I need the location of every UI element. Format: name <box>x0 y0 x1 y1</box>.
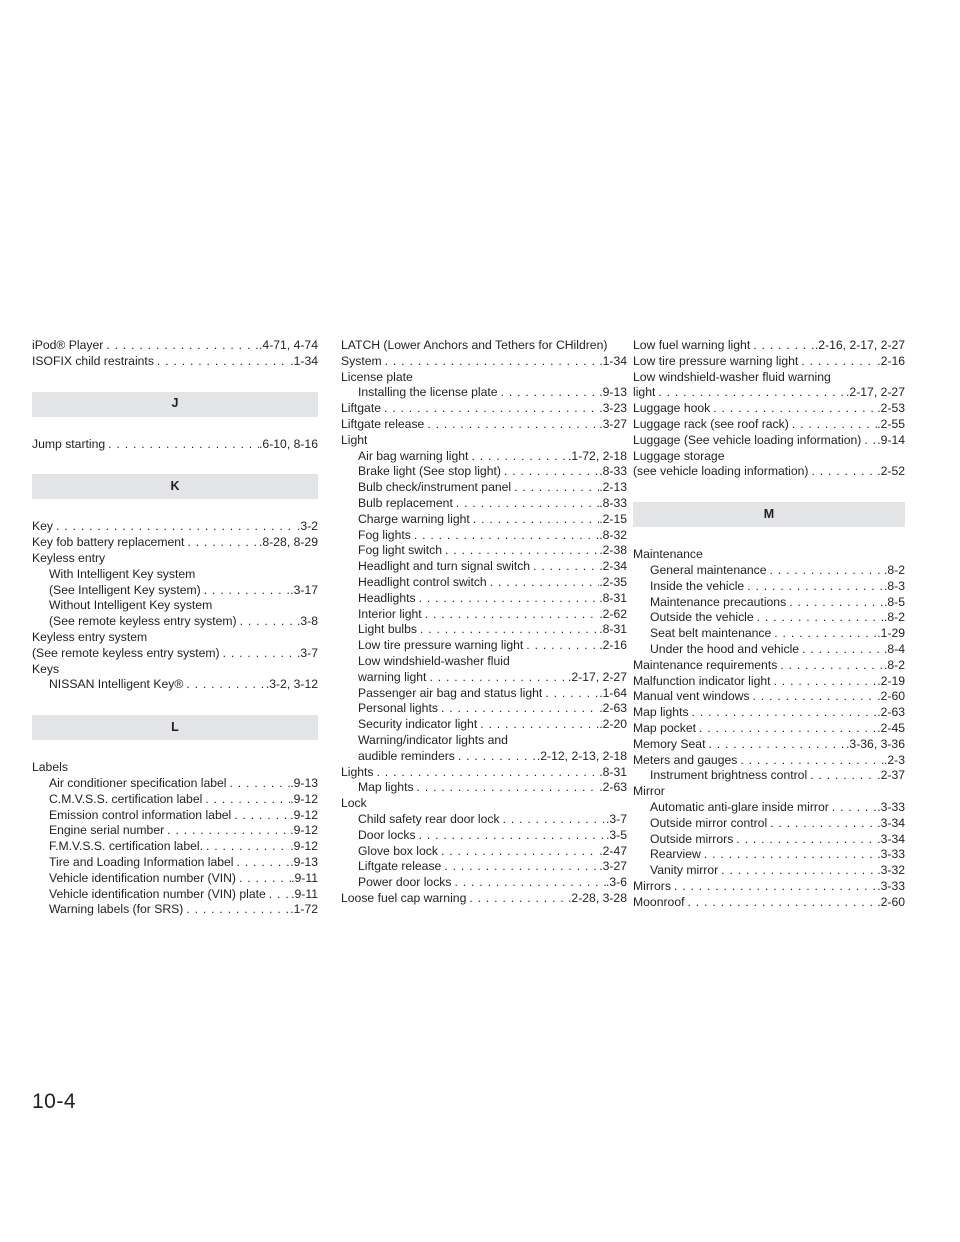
index-subheading: Warning/indicator lights and <box>358 732 508 747</box>
index-heading: Luggage storage <box>633 448 725 463</box>
index-entry: Luggage (See vehicle loading information) . . . .9-14 <box>633 433 905 449</box>
index-entry: Automatic anti-glare inside mirror . . . .3-33 <box>633 800 905 816</box>
index-entry: Charge warning light . . . .2-15 <box>341 512 627 528</box>
index-heading: LATCH (Lower Anchors and Tethers for CHildren) <box>341 338 608 352</box>
index-heading: Keyless entry <box>32 550 106 565</box>
index-subheading: Low windshield-washer fluid <box>358 653 510 668</box>
index-entry: Map pocket . . . .2-45 <box>633 721 905 737</box>
index-entry: Jump starting . . . .6-10, 8-16 <box>32 437 318 453</box>
index-heading: Light <box>341 432 368 447</box>
index-entry: Key fob battery replacement . . . .8-28, 8-29 <box>32 535 318 551</box>
index-heading: Keyless entry system <box>32 629 148 644</box>
index-entry: Mirrors . . . .3-33 <box>633 879 905 895</box>
index-entry: Rearview . . . .3-33 <box>633 847 905 863</box>
index-entry: C.M.V.S.S. certification label . . . .9-12 <box>32 792 318 808</box>
index-entry: Emission control information label . . . .9-12 <box>32 808 318 824</box>
index-entry: Headlight control switch . . . .2-35 <box>341 575 627 591</box>
index-entry: Outside the vehicle . . . .8-2 <box>633 610 905 626</box>
index-entry: Moonroof . . . .2-60 <box>633 895 905 911</box>
index-entry: Security indicator light . . . .2-20 <box>341 717 627 733</box>
index-entry: Map lights . . . .2-63 <box>341 780 627 796</box>
index-entry: Air bag warning light . . . .1-72, 2-18 <box>341 449 627 465</box>
index-entry: Malfunction indicator light . . . .2-19 <box>633 674 905 690</box>
index-entry: Headlight and turn signal switch . . . .2-34 <box>341 559 627 575</box>
index-entry: NISSAN Intelligent Key® . . . .3-2, 3-12 <box>32 677 318 693</box>
index-entry: audible reminders . . . .2-12, 2-13, 2-18 <box>341 749 627 765</box>
index-entry: Light bulbs . . . .8-31 <box>341 622 627 638</box>
index-entry: Key . . . .3-2 <box>32 519 318 535</box>
index-entry: Liftgate . . . .3-23 <box>341 401 627 417</box>
section-header-j: J <box>32 392 318 417</box>
index-entry: Map lights . . . .2-63 <box>633 705 905 721</box>
index-entry: Lights . . . .8-31 <box>341 765 627 781</box>
index-entry: Door locks . . . .3-5 <box>341 828 627 844</box>
index-entry: Outside mirrors . . . .3-34 <box>633 832 905 848</box>
index-entry: Power door locks . . . .3-6 <box>341 875 627 891</box>
index-entry: Low fuel warning light . . . .2-16, 2-17, 2-27 <box>633 338 905 354</box>
index-entry: Child safety rear door lock . . . .3-7 <box>341 812 627 828</box>
index-entry: Glove box lock . . . .2-47 <box>341 844 627 860</box>
index-entry: Inside the vehicle . . . .8-3 <box>633 579 905 595</box>
index-heading: Maintenance <box>633 547 703 562</box>
index-entry: Vehicle identification number (VIN) plate . . . .9-11 <box>32 887 318 903</box>
index-entry: Manual vent windows . . . .2-60 <box>633 689 905 705</box>
index-entry: Instrument brightness control . . . .2-37 <box>633 768 905 784</box>
index-entry: Bulb replacement . . . .8-33 <box>341 496 627 512</box>
index-entry: (see vehicle loading information) . . . .2-52 <box>633 464 905 480</box>
index-heading: Keys <box>32 661 60 676</box>
index-entry: Memory Seat . . . .3-36, 3-36 <box>633 737 905 753</box>
index-entry: Fog light switch . . . .2-38 <box>341 543 627 559</box>
index-entry: Loose fuel cap warning . . . .2-28, 3-28 <box>341 891 627 907</box>
index-entry: (See remote keyless entry system) . . . .3-7 <box>32 646 318 662</box>
section-header-k: K <box>32 474 318 499</box>
index-heading: Labels <box>32 760 68 775</box>
index-entry: Passenger air bag and status light . . . .1-64 <box>341 686 627 702</box>
index-subheading: With Intelligent Key system <box>49 566 196 581</box>
index-entry: Vehicle identification number (VIN) . . . .9-11 <box>32 871 318 887</box>
index-column-3 <box>633 338 905 911</box>
index-entry: Headlights . . . .8-31 <box>341 591 627 607</box>
index-heading: Lock <box>341 796 367 811</box>
index-entry: light . . . .2-17, 2-27 <box>633 385 905 401</box>
index-entry: Luggage hook . . . .2-53 <box>633 401 905 417</box>
index-entry: Low tire pressure warning light . . . .2-16 <box>633 354 905 370</box>
index-entry: (See Intelligent Key system) . . . .3-17 <box>32 583 318 599</box>
index-entry: Seat belt maintenance . . . .1-29 <box>633 626 905 642</box>
index-heading: Mirror <box>633 784 665 799</box>
index-heading: Low windshield-washer fluid warning <box>633 369 831 384</box>
index-entry: System . . . .1-34 <box>341 354 627 370</box>
index-entry: Warning labels (for SRS) . . . .1-72 <box>32 902 318 918</box>
index-entry: Maintenance precautions . . . .8-5 <box>633 595 905 611</box>
index-entry: iPod® Player . . . .4-71, 4-74 <box>32 338 318 354</box>
index-heading: License plate <box>341 369 413 384</box>
index-entry: warning light . . . .2-17, 2-27 <box>341 670 627 686</box>
index-entry: F.M.V.S.S. certification label. . . . .9-12 <box>32 839 318 855</box>
section-header-m: M <box>633 502 905 527</box>
index-entry: (See remote keyless entry system) . . . .3-8 <box>32 614 318 630</box>
index-column-1 <box>32 338 318 918</box>
index-entry: Maintenance requirements . . . .8-2 <box>633 658 905 674</box>
section-header-l: L <box>32 715 318 740</box>
index-entry: Outside mirror control . . . .3-34 <box>633 816 905 832</box>
index-column-2 <box>341 338 627 907</box>
index-entry: Liftgate release . . . .3-27 <box>341 417 627 433</box>
index-entry: Bulb check/instrument panel . . . .2-13 <box>341 480 627 496</box>
index-entry: Personal lights . . . .2-63 <box>341 701 627 717</box>
index-entry: Luggage rack (see roof rack) . . . .2-55 <box>633 417 905 433</box>
index-subheading: Without Intelligent Key system <box>49 598 213 613</box>
page-number: 10-4 <box>32 1090 77 1113</box>
index-entry: Installing the license plate . . . .9-13 <box>341 385 627 401</box>
index-entry: Interior light . . . .2-62 <box>341 607 627 623</box>
index-entry: Vanity mirror . . . .3-32 <box>633 863 905 879</box>
index-entry: ISOFIX child restraints . . . .1-34 <box>32 354 318 370</box>
index-entry: General maintenance . . . .8-2 <box>633 563 905 579</box>
index-entry: Brake light (See stop light) . . . .8-33 <box>341 464 627 480</box>
index-entry: Air conditioner specification label . . . .9-13 <box>32 776 318 792</box>
index-entry: Under the hood and vehicle . . . .8-4 <box>633 642 905 658</box>
index-entry: Fog lights . . . .8-32 <box>341 528 627 544</box>
index-entry: Low tire pressure warning light . . . .2-16 <box>341 638 627 654</box>
index-entry: Meters and gauges . . . .2-3 <box>633 753 905 769</box>
index-entry: Tire and Loading Information label . . . .9-13 <box>32 855 318 871</box>
index-entry: Engine serial number . . . .9-12 <box>32 823 318 839</box>
index-entry: Liftgate release . . . .3-27 <box>341 859 627 875</box>
